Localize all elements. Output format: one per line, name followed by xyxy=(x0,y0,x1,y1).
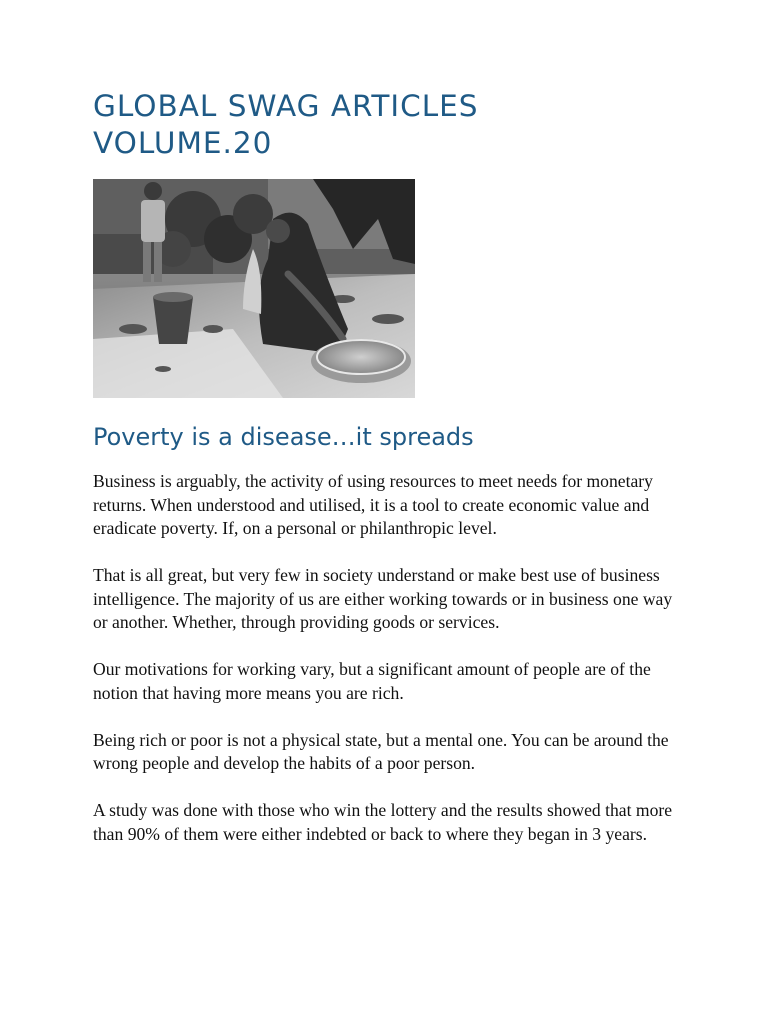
paragraph: That is all great, but very few in society understand or make best use of business intelligence. The majority of us are either working towards or in business one way or another. Whether, through providing goods or services. xyxy=(93,565,673,632)
paragraph: Our motivations for working vary, but a significant amount of people are of the notion that having more means you are rich. xyxy=(93,659,651,703)
paragraph: A study was done with those who win the lottery and the results showed that more than 90% of them were either indebted or back to where they began in 3 years. xyxy=(93,800,673,844)
article-body xyxy=(93,470,673,870)
section-heading: Poverty is a disease…it spreads xyxy=(93,423,474,451)
paragraph: Being rich or poor is not a physical state, but a mental one. You can be around the wrong people and develop the habits of a poor person. xyxy=(93,729,669,773)
paragraph: Business is arguably, the activity of using resources to meet needs for monetary returns. When understood and utilised, it is a tool to create economic value and eradicate poverty. If, on a personal or philanthropic level. xyxy=(93,471,653,538)
title-line-1: GLOBAL SWAG ARTICLES xyxy=(93,89,479,123)
document-title xyxy=(93,88,479,162)
title-line-2: VOLUME.20 xyxy=(93,126,273,160)
article-photo xyxy=(93,179,415,398)
